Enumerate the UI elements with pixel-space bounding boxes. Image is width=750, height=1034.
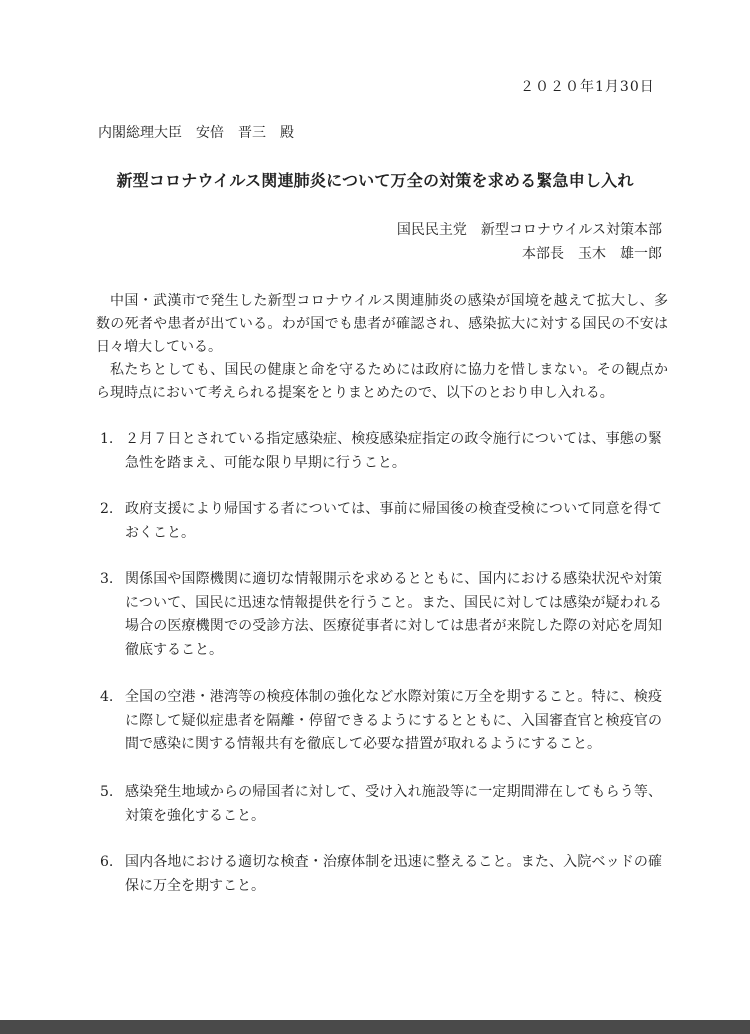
list-item (100, 851, 662, 898)
list-item (100, 686, 662, 757)
list-item-number: 3. (100, 571, 114, 587)
list-item-number: 2. (100, 501, 114, 517)
list-item-text: 国内各地における適切な検査・治療体制を迅速に整えること。また、入院ベッドの確保に万全を期すこと。 (125, 854, 662, 894)
list-item-number: 5. (100, 784, 114, 800)
document-date: ２０２０年1月30日 (520, 79, 655, 95)
list-item-text: 感染発生地域からの帰国者に対して、受け入れ施設等に一定期間滞在してもらう等、対策を強化すること。 (125, 784, 662, 824)
sender-person: 本部長 玉木 雄一郎 (522, 246, 662, 262)
document-title: 新型コロナウイルス関連肺炎について万全の対策を求める緊急申し入れ (116, 171, 634, 190)
intro-section (96, 290, 668, 405)
addressee: 内閣総理大臣 安倍 晋三 殿 (98, 125, 294, 141)
intro-paragraph: 私たちとしても、国民の健康と命を守るためには政府に協力を惜しまない。その観点から現時点において考えられる提案をとりまとめたので、以下のとおり申し入れる。 (96, 362, 668, 401)
list-item (100, 568, 662, 662)
list-item-text: 全国の空港・港湾等の検疫体制の強化など水際対策に万全を期すること。特に、検疫に際して疑似症患者を隔離・停留できるようにするとともに、入国審査官と検疫官の間で感染に関する情報共有を徹底して必要な措置が取れるようにすること。 (125, 689, 662, 752)
sender-organization: 国民民主党 新型コロナウイルス対策本部 (396, 222, 662, 238)
list-item (100, 428, 662, 475)
list-item-number: 6. (100, 854, 114, 870)
list-item (100, 498, 662, 545)
viewer-bottom-bar (0, 1020, 750, 1034)
list-item-text: 関係国や国際機関に適切な情報開示を求めるとともに、国内における感染状況や対策について、国民に迅速な情報提供を行うこと。また、国民に対しては感染が疑われる場合の医療機関での受診方法、医療従事者に対しては患者が来院した際の対応を周知徹底すること。 (125, 571, 662, 658)
list-item (100, 781, 662, 828)
list-item-number: 1. (100, 431, 114, 447)
list-item-text: 政府支援により帰国する者については、事前に帰国後の検査受検について同意を得ておくこと。 (125, 501, 662, 541)
list-item-number: 4. (100, 689, 114, 705)
list-item-text: ２月７日とされている指定感染症、検疫感染症指定の政令施行については、事態の緊急性を踏まえ、可能な限り早期に行うこと。 (125, 431, 662, 471)
intro-paragraph: 中国・武漢市で発生した新型コロナウイルス関連肺炎の感染が国境を越えて拡大し、多数の死者や患者が出ている。わが国でも患者が確認され、感染拡大に対する国民の不安は日々増大している。 (96, 293, 668, 355)
